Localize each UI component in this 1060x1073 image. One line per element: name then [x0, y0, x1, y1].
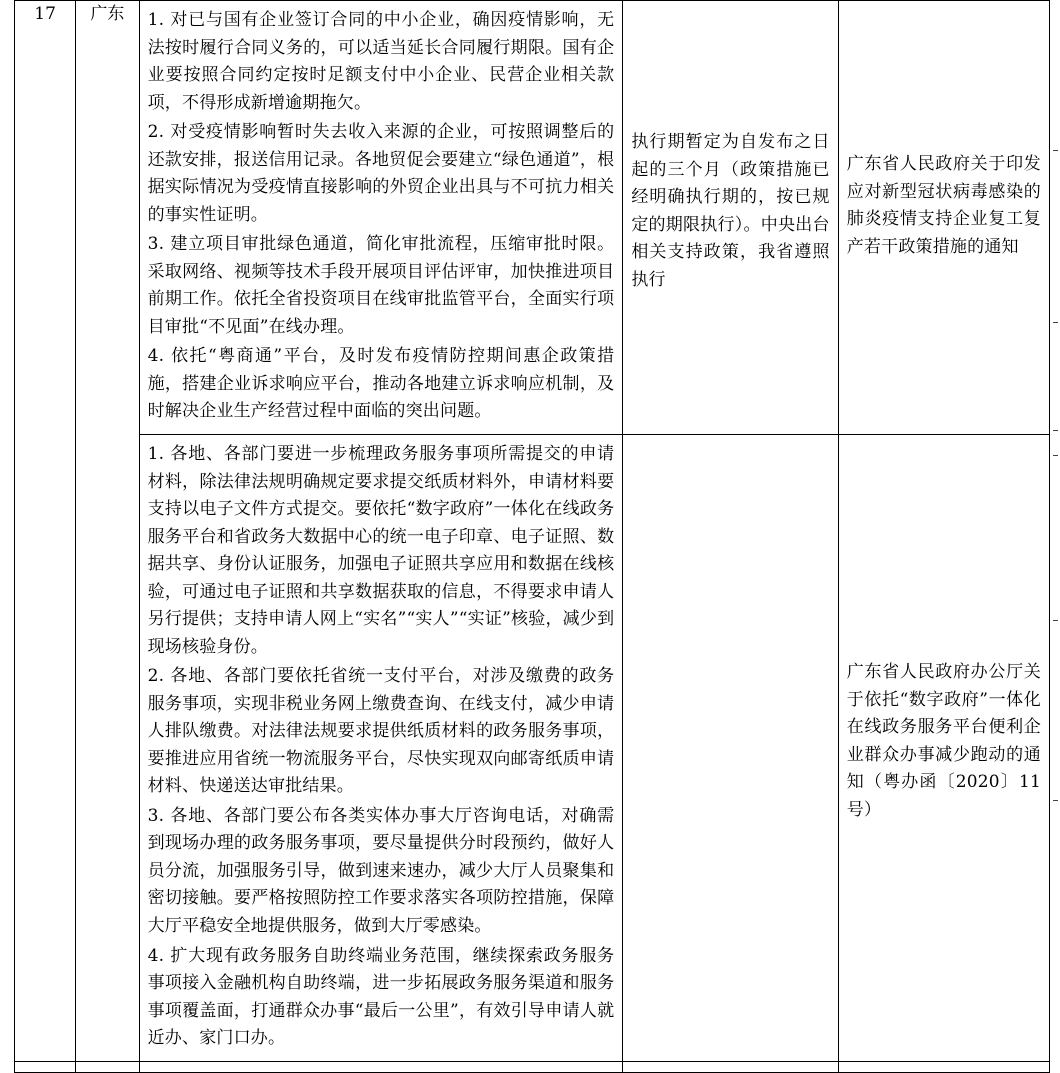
- measure-paragraph: 3. 各地、各部门要公布各类实体办事大厅咨询电话，对确需到现场办理的政务服务事项，要尽量提供分时段预约，做好人员分流，加强服务引导，做到速来速办，减少大厅人员聚集和密切接触。要严格按照防控工作要求落实各项防控措施，保障大厅平稳安全地提供服务，做到大厅零感染。: [147, 805, 615, 936]
- cell-period-clipped: [623, 1061, 838, 1072]
- measure-paragraph: 4. 依托“粤商通”平台，及时发布疫情防控期间惠企政策措施，搭建企业诉求响应平台，推动各地建立诉求响应机制，及时解决企业生产经营过程中面临的突出问题。: [147, 346, 615, 422]
- period-text: 执行期暂定为自发布之日起的三个月（政策措施已经明确执行期的，按已规定的期限执行）。中央出台相关支持政策，我省遵照执行: [631, 132, 830, 290]
- measure-paragraph: 2. 对受疫情影响暂时失去收入来源的企业，可按照调整后的还款安排，报送信用记录。各地贸促会要建立“绿色通道”，根据实际情况为受疫情直接影响的外贸企业出具与不可抗力相关的事实性证明。: [147, 122, 615, 225]
- cell-period-top: [623, 1, 838, 435]
- cell-source-clipped: [838, 1061, 1049, 1072]
- measure-paragraph: 4. 扩大现有政务服务自助终端业务范围，继续探索政务服务事项接入金融机构自助终端，进一步拓展政务服务渠道和服务事项覆盖面，打通群众办事“最后一公里”，有效引导申请人就近办、家门口办。: [147, 945, 615, 1049]
- measure-paragraph: 2. 各地、各部门要依托省统一支付平台，对涉及缴费的政务服务事项，实现非税业务网上缴费查询、在线支付，减少申请人排队缴费。对法律法规要求提供纸质材料的政务服务事项，要推进应用省统一物流服务平台，尽快实现双向邮寄纸质申请材料、快递送达审批结果。: [147, 666, 615, 797]
- serial-number-text: 17: [34, 4, 56, 24]
- measure-paragraph: 3. 建立项目审批绿色通道，简化审批流程，压缩审批时限。采取网络、视频等技术手段开展项目评估评审，加快推进项目前期工作。依托全省投资项目在线审批监管平台，全面实行项目审批“不见面”在线办理。: [147, 234, 615, 337]
- cell-measures-top: [139, 1, 623, 435]
- table-row-clipped: [15, 1061, 1050, 1072]
- source-block-top: [839, 1, 1049, 269]
- cell-serial-number-clipped: [15, 1061, 76, 1072]
- measure-paragraph: 1. 对已与国有企业签订合同的中小企业，确因疫情影响，无法按时履行合同义务的，可以适当延长合同履行期限。国有企业要按照合同约定按时足额支付中小企业、民营企业相关款项，不得形成新增逾期拖欠。: [147, 10, 615, 113]
- cell-period-bottom: [623, 434, 838, 1061]
- cell-measures-clipped: [139, 1061, 623, 1072]
- cell-measures-bottom: [139, 434, 623, 1061]
- period-block-bottom: [623, 435, 837, 449]
- policy-measures-table: [14, 0, 1050, 1073]
- cell-region-clipped: [76, 1061, 139, 1072]
- cell-serial-number: [15, 1, 76, 1062]
- cell-source-bottom: [838, 434, 1049, 1061]
- measures-list-top: [140, 1, 623, 434]
- region-text: 广东: [90, 4, 125, 24]
- source-document-text: 广东省人民政府关于印发应对新型冠状病毒感染的肺炎疫情支持企业复工复产若干政策措施的通知: [846, 154, 1041, 257]
- source-document-text: 广东省人民政府办公厅关于依托“数字政府”一体化在线政务服务平台便利企业群众办事减少跑动的通知（粤办函〔2020〕11号）: [846, 661, 1041, 820]
- source-block-bottom: [839, 435, 1049, 832]
- table-row: [15, 1, 1050, 435]
- period-block-top: [623, 1, 837, 302]
- measure-paragraph: 1. 各地、各部门要进一步梳理政务服务事项所需提交的申请材料，除法律法规明确规定要求提交纸质材料外，申请材料要支持以电子文件方式提交。要依托“数字政府”一体化在线政务服务平台和省政务大数据中心的统一电子印章、电子证照、数据共享、身份认证服务，加强电子证照共享应用和数据在线核验，可通过电子证照和共享数据获取的信息，不得要求申请人另行提供；支持申请人网上“实名”“实人”“实证”核验，减少到现场核验身份。: [147, 443, 615, 657]
- cell-region: [76, 1, 139, 1062]
- table-row: [15, 434, 1050, 1061]
- cell-source-top: [838, 1, 1049, 435]
- page-edge-marks: [1050, 0, 1058, 1058]
- measures-list-bottom: [140, 435, 623, 1061]
